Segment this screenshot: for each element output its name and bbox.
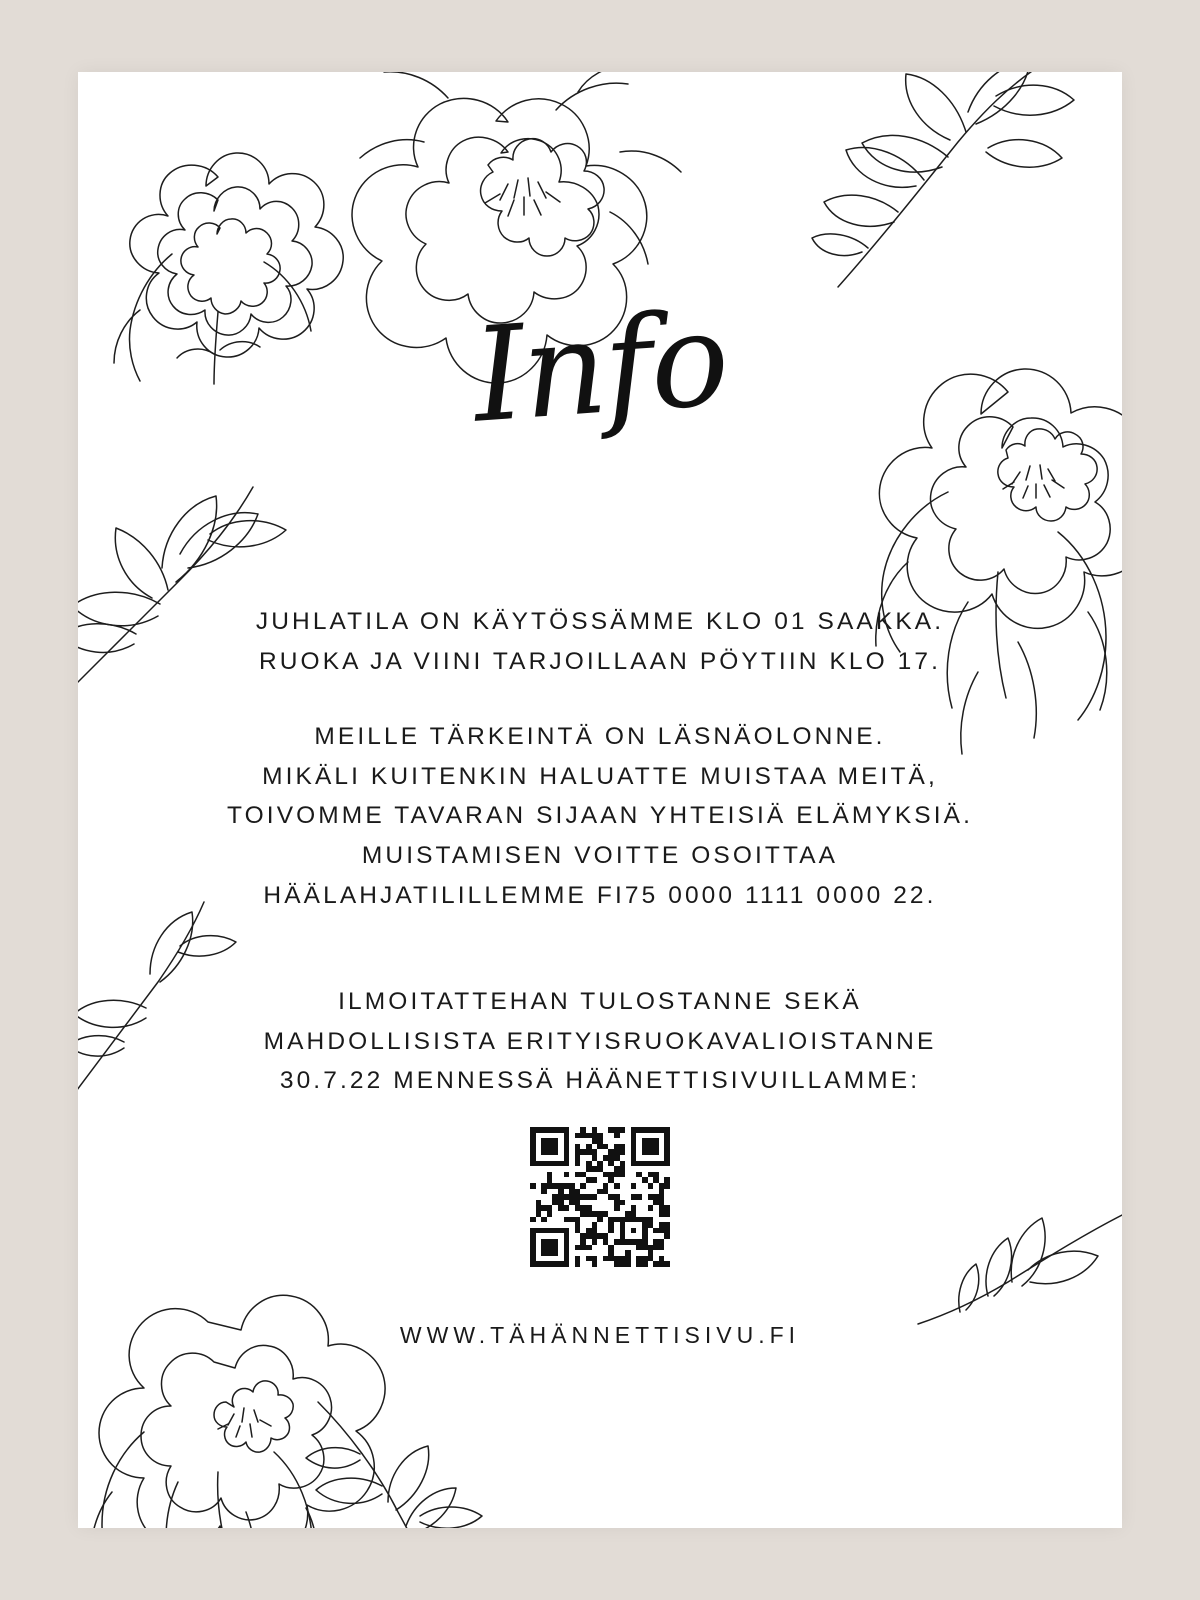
qr-code[interactable]: [530, 1127, 670, 1267]
venue-info-block: [188, 602, 1012, 681]
rsvp-info-block: [188, 982, 1012, 1101]
website-url[interactable]: WWW.TÄHÄNNETTISIVU.FI: [399, 1322, 801, 1348]
page-title: Info: [468, 282, 732, 452]
card-content: [78, 72, 1122, 1528]
qr-code-wrapper: [78, 1127, 1122, 1267]
gift-line-2: MIKÄLI KUITENKIN HALUATTE MUISTAA MEITÄ,: [262, 762, 938, 790]
rsvp-line-3: 30.7.22 MENNESSÄ HÄÄNETTISIVUILLAMME:: [279, 1067, 921, 1095]
gift-line-4: MUISTAMISEN VOITTE OSOITTAA: [361, 842, 839, 870]
venue-line-2: RUOKA JA VIINI TARJOILLAAN PÖYTIIN KLO 17.: [258, 647, 942, 675]
info-card: [78, 72, 1122, 1528]
rsvp-line-1: ILMOITATTEHAN TULOSTANNE SEKÄ: [338, 988, 862, 1015]
venue-line-1: JUHLATILA ON KÄYTÖSSÄMME KLO 01 SAAKKA.: [255, 608, 945, 635]
gift-info-block: [188, 717, 1012, 915]
gift-line-3: TOIVOMME TAVARAN SIJAAN YHTEISIÄ ELÄMYKSIÄ.: [227, 802, 973, 830]
gift-line-5: HÄÄLAHJATILILLEMME FI75 0000 1111 0000 22.: [263, 881, 937, 909]
rsvp-line-2: MAHDOLLISISTA ERITYISRUOKAVALIOISTANNE: [263, 1027, 937, 1055]
gift-line-1: MEILLE TÄRKEINTÄ ON LÄSNÄOLONNE.: [314, 723, 886, 750]
